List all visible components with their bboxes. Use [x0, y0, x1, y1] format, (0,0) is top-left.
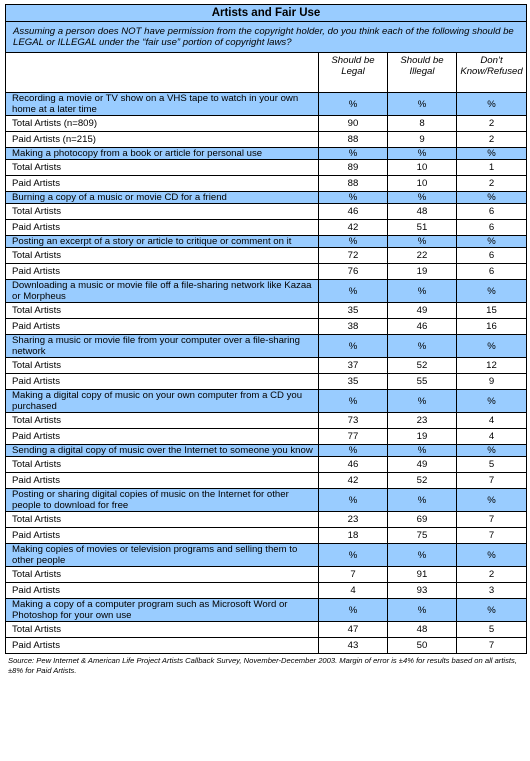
question-text: Recording a movie or TV show on a VHS tape to watch in your own home at a later time [6, 93, 319, 116]
value-illegal: 19 [388, 264, 457, 280]
unit-label-illegal: % [388, 599, 457, 622]
value-illegal: 52 [388, 358, 457, 374]
value-illegal: 10 [388, 176, 457, 192]
question-text: Making a copy of a computer program such as Microsoft Word or Photoshop for your own use [6, 599, 319, 622]
respondent-group-label: Total Artists [6, 204, 319, 220]
fair-use-survey-table-container [5, 4, 526, 675]
value-dont-know: 4 [457, 429, 527, 445]
unit-label-legal: % [319, 335, 388, 358]
unit-label-dont-know: % [457, 544, 527, 567]
unit-label-dont-know: % [457, 390, 527, 413]
value-illegal: 22 [388, 248, 457, 264]
respondent-group-label: Paid Artists [6, 374, 319, 390]
value-dont-know: 15 [457, 303, 527, 319]
fair-use-survey-table [5, 4, 527, 654]
question-row [6, 390, 527, 413]
value-illegal: 50 [388, 638, 457, 654]
value-legal: 23 [319, 512, 388, 528]
value-illegal: 51 [388, 220, 457, 236]
value-illegal: 69 [388, 512, 457, 528]
source-note: Source: Pew Internet & American Life Project Artists Callback Survey, November-December 2003. Margin of error is ±4% for results based on all artists, ±8% for Paid Artists. [8, 656, 517, 675]
value-dont-know: 2 [457, 116, 527, 132]
table-row [6, 473, 527, 489]
value-legal: 42 [319, 220, 388, 236]
unit-label-dont-know: % [457, 93, 527, 116]
table-title: Artists and Fair Use [6, 5, 527, 22]
unit-label-legal: % [319, 236, 388, 248]
table-row [6, 132, 527, 148]
column-header-dont-know: Don’t Know/Refused [457, 53, 527, 93]
table-row [6, 176, 527, 192]
table-row [6, 374, 527, 390]
question-row [6, 148, 527, 160]
value-legal: 76 [319, 264, 388, 280]
respondent-group-label: Total Artists [6, 303, 319, 319]
question-row [6, 236, 527, 248]
value-legal: 88 [319, 132, 388, 148]
column-header-row [6, 53, 527, 93]
unit-label-illegal: % [388, 93, 457, 116]
value-illegal: 10 [388, 160, 457, 176]
table-row [6, 512, 527, 528]
unit-label-legal: % [319, 489, 388, 512]
unit-label-legal: % [319, 390, 388, 413]
value-legal: 42 [319, 473, 388, 489]
table-row [6, 457, 527, 473]
table-row [6, 160, 527, 176]
table-row [6, 567, 527, 583]
value-illegal: 52 [388, 473, 457, 489]
respondent-group-label: Paid Artists [6, 638, 319, 654]
value-illegal: 49 [388, 303, 457, 319]
question-row [6, 489, 527, 512]
unit-label-legal: % [319, 544, 388, 567]
value-legal: 72 [319, 248, 388, 264]
value-legal: 7 [319, 567, 388, 583]
table-row [6, 583, 527, 599]
value-illegal: 49 [388, 457, 457, 473]
value-legal: 35 [319, 303, 388, 319]
unit-label-legal: % [319, 280, 388, 303]
unit-label-dont-know: % [457, 489, 527, 512]
question-text: Sharing a music or movie file from your computer over a file-sharing network [6, 335, 319, 358]
unit-label-legal: % [319, 192, 388, 204]
question-row [6, 445, 527, 457]
column-header-blank [6, 53, 319, 93]
value-legal: 77 [319, 429, 388, 445]
value-illegal: 48 [388, 204, 457, 220]
respondent-group-label: Paid Artists (n=215) [6, 132, 319, 148]
value-legal: 47 [319, 622, 388, 638]
value-dont-know: 6 [457, 264, 527, 280]
question-text: Making a photocopy from a book or article for personal use [6, 148, 319, 160]
value-dont-know: 5 [457, 622, 527, 638]
respondent-group-label: Total Artists [6, 160, 319, 176]
value-legal: 90 [319, 116, 388, 132]
value-legal: 38 [319, 319, 388, 335]
value-illegal: 93 [388, 583, 457, 599]
question-row [6, 93, 527, 116]
value-dont-know: 5 [457, 457, 527, 473]
respondent-group-label: Paid Artists [6, 319, 319, 335]
question-text: Sending a digital copy of music over the Internet to someone you know [6, 445, 319, 457]
unit-label-dont-know: % [457, 335, 527, 358]
value-illegal: 23 [388, 413, 457, 429]
question-text: Downloading a music or movie file off a file-sharing network like Kazaa or Morpheus [6, 280, 319, 303]
table-row [6, 248, 527, 264]
question-row [6, 335, 527, 358]
unit-label-legal: % [319, 93, 388, 116]
column-header-legal: Should be Legal [319, 53, 388, 93]
respondent-group-label: Total Artists [6, 358, 319, 374]
value-dont-know: 6 [457, 220, 527, 236]
table-row [6, 528, 527, 544]
question-row [6, 280, 527, 303]
unit-label-legal: % [319, 148, 388, 160]
unit-label-dont-know: % [457, 192, 527, 204]
unit-label-legal: % [319, 445, 388, 457]
unit-label-illegal: % [388, 148, 457, 160]
value-illegal: 9 [388, 132, 457, 148]
unit-label-dont-know: % [457, 280, 527, 303]
question-text: Making copies of movies or television programs and selling them to other people [6, 544, 319, 567]
table-row [6, 413, 527, 429]
value-dont-know: 4 [457, 413, 527, 429]
respondent-group-label: Total Artists [6, 457, 319, 473]
value-dont-know: 2 [457, 567, 527, 583]
respondent-group-label: Total Artists [6, 413, 319, 429]
value-dont-know: 7 [457, 638, 527, 654]
unit-label-illegal: % [388, 280, 457, 303]
question-text: Making a digital copy of music on your own computer from a CD you purchased [6, 390, 319, 413]
unit-label-dont-know: % [457, 148, 527, 160]
respondent-group-label: Total Artists (n=809) [6, 116, 319, 132]
table-row [6, 638, 527, 654]
value-illegal: 48 [388, 622, 457, 638]
question-text: Posting or sharing digital copies of music on the Internet for other people to download for free [6, 489, 319, 512]
table-row [6, 204, 527, 220]
value-legal: 73 [319, 413, 388, 429]
unit-label-illegal: % [388, 544, 457, 567]
respondent-group-label: Total Artists [6, 512, 319, 528]
respondent-group-label: Total Artists [6, 248, 319, 264]
survey-question-intro: Assuming a person does NOT have permission from the copyright holder, do you think each of the following should be LEGAL or ILLEGAL under the “fair use” portion of copyright laws? [6, 22, 527, 53]
value-dont-know: 7 [457, 528, 527, 544]
value-dont-know: 6 [457, 248, 527, 264]
respondent-group-label: Paid Artists [6, 429, 319, 445]
respondent-group-label: Total Artists [6, 622, 319, 638]
table-row [6, 319, 527, 335]
value-dont-know: 7 [457, 473, 527, 489]
question-row [6, 192, 527, 204]
table-row [6, 622, 527, 638]
value-dont-know: 3 [457, 583, 527, 599]
unit-label-illegal: % [388, 489, 457, 512]
question-row [6, 544, 527, 567]
value-legal: 35 [319, 374, 388, 390]
value-legal: 37 [319, 358, 388, 374]
respondent-group-label: Paid Artists [6, 528, 319, 544]
value-dont-know: 7 [457, 512, 527, 528]
value-dont-know: 2 [457, 132, 527, 148]
value-legal: 88 [319, 176, 388, 192]
value-legal: 46 [319, 204, 388, 220]
value-illegal: 46 [388, 319, 457, 335]
value-dont-know: 9 [457, 374, 527, 390]
respondent-group-label: Paid Artists [6, 583, 319, 599]
value-illegal: 75 [388, 528, 457, 544]
unit-label-legal: % [319, 599, 388, 622]
table-row [6, 220, 527, 236]
unit-label-dont-know: % [457, 236, 527, 248]
value-illegal: 19 [388, 429, 457, 445]
unit-label-dont-know: % [457, 445, 527, 457]
value-dont-know: 12 [457, 358, 527, 374]
value-legal: 46 [319, 457, 388, 473]
unit-label-illegal: % [388, 192, 457, 204]
unit-label-illegal: % [388, 236, 457, 248]
respondent-group-label: Paid Artists [6, 176, 319, 192]
value-illegal: 8 [388, 116, 457, 132]
unit-label-illegal: % [388, 390, 457, 413]
table-row [6, 264, 527, 280]
question-row [6, 599, 527, 622]
unit-label-dont-know: % [457, 599, 527, 622]
respondent-group-label: Total Artists [6, 567, 319, 583]
table-row [6, 116, 527, 132]
respondent-group-label: Paid Artists [6, 473, 319, 489]
value-dont-know: 6 [457, 204, 527, 220]
column-header-illegal: Should be Illegal [388, 53, 457, 93]
value-dont-know: 1 [457, 160, 527, 176]
question-text: Burning a copy of a music or movie CD for a friend [6, 192, 319, 204]
value-legal: 43 [319, 638, 388, 654]
respondent-group-label: Paid Artists [6, 220, 319, 236]
value-legal: 18 [319, 528, 388, 544]
question-text: Posting an excerpt of a story or article to critique or comment on it [6, 236, 319, 248]
value-illegal: 91 [388, 567, 457, 583]
table-row [6, 358, 527, 374]
value-dont-know: 16 [457, 319, 527, 335]
respondent-group-label: Paid Artists [6, 264, 319, 280]
table-row [6, 429, 527, 445]
value-dont-know: 2 [457, 176, 527, 192]
value-legal: 4 [319, 583, 388, 599]
unit-label-illegal: % [388, 335, 457, 358]
table-row [6, 303, 527, 319]
value-illegal: 55 [388, 374, 457, 390]
unit-label-illegal: % [388, 445, 457, 457]
value-legal: 89 [319, 160, 388, 176]
